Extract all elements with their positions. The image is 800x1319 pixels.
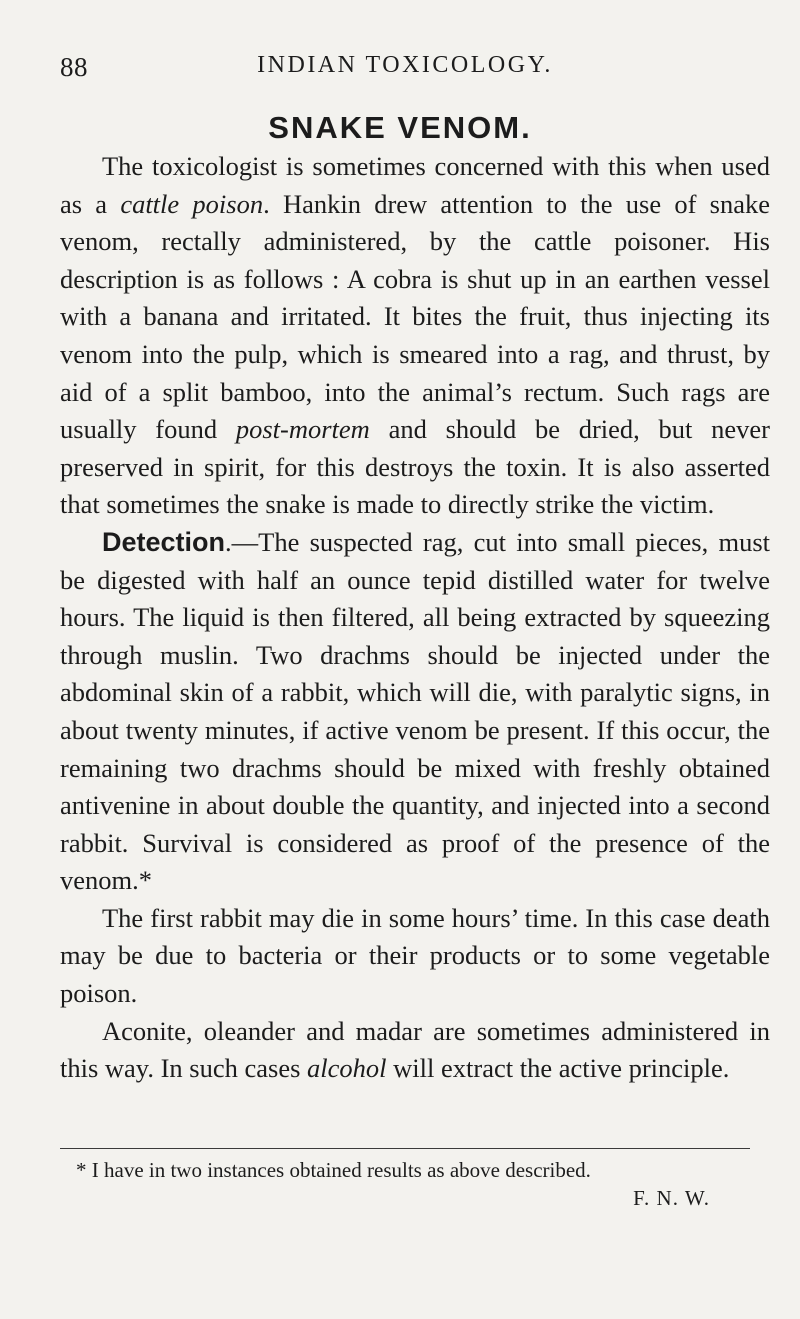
footnote: [60, 1156, 770, 1212]
page-number: 88: [60, 52, 88, 82]
paragraph-aconite: [60, 1013, 770, 1088]
emphasis-alcohol: alcohol: [307, 1053, 387, 1084]
paragraph-first-rabbit: The first rabbit may die in some hours’ time. In this case death may be due to bacteria or their products or to some vegetable poison.: [60, 902, 770, 1009]
section-title: SNAKE VENOM.: [268, 110, 532, 145]
body-text: [60, 148, 770, 1088]
emphasis-post-mortem: post-mortem: [235, 414, 370, 445]
paragraph-detection-text: .—The suspected rag, cut into small pieces, must be digested with half an ounce tepid distilled water for twelve hours. The liquid is then filtered, all being extracted by squeezing through muslin. Two drachms should be injected under the abdominal skin of a rabbit, which will die, with paralytic signs, in about twenty minutes, if active venom be present. If this occur, the remaining two drachms should be mixed with freshly obtained antivenine in about double the quantity, and injected into a second rabbit. Survival is considered as proof of the presence of the venom.*: [60, 526, 770, 896]
paragraph-aconite-text-b: will extract the active principle.: [386, 1053, 730, 1084]
emphasis-cattle-poison: cattle poison: [120, 188, 264, 219]
paragraph-intro-text-a: The toxicologist is sometimes concerned with this when used as a: [60, 151, 770, 219]
running-title: INDIAN TOXICOLOGY.: [257, 52, 553, 78]
detection-heading: Detection: [102, 526, 226, 557]
paragraph-intro-text-c: and should be dried, but never preserved in spirit, for this destroys the toxin. It is also asserted that sometimes the snake is made to directly strike the victim.: [60, 414, 770, 520]
footnote-divider: [60, 1148, 750, 1149]
paragraph-aconite-text-a: Aconite, oleander and madar are sometimes administered in this way. In such cases: [60, 1015, 770, 1084]
paragraph-detection: [60, 524, 770, 900]
paragraph-intro-text-b: . Hankin drew attention to the use of snake venom, rectally administered, by the cattle poisoner. His description is as follows : A cobra is shut up in an earthen vessel with a banana and irritated. It bites the fruit, thus injecting its venom into the pulp, which is smeared into a rag, and thrust, by aid of a split bamboo, into the animal’s rectum. Such rags are usually found: [60, 188, 771, 445]
paragraph-intro: [60, 148, 770, 524]
running-header: [60, 52, 750, 88]
footnote-signature: F. N. W.: [633, 1186, 710, 1210]
footnote-text: * I have in two instances obtained results as above described.: [76, 1158, 591, 1182]
